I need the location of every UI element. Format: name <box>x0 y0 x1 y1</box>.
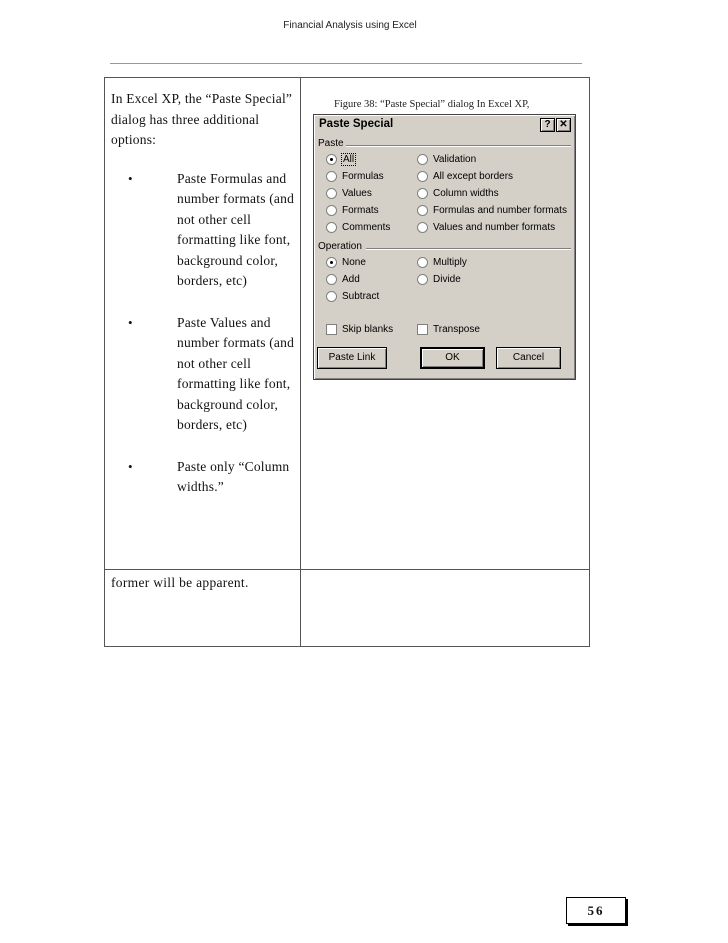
paste-formulas-number-formats-radio[interactable] <box>417 205 567 216</box>
intro-paragraph: In Excel XP, the “Paste Special” dialog has three additional options: <box>111 91 293 147</box>
radio-icon <box>326 205 337 216</box>
operation-none-label: None <box>342 257 366 268</box>
paste-comments-label: Comments <box>342 222 391 233</box>
operation-subtract-label: Subtract <box>342 291 380 302</box>
dialog-title: Paste Special <box>319 118 394 130</box>
paste-formats-label: Formats <box>342 205 379 216</box>
radio-icon <box>417 188 428 199</box>
radio-icon <box>417 222 428 233</box>
paste-validation-label: Validation <box>433 154 477 165</box>
operation-group-divider <box>366 248 571 250</box>
close-button[interactable]: ✕ <box>556 118 571 132</box>
radio-selected-icon <box>326 257 337 268</box>
header-rule <box>110 63 582 64</box>
bullet-text: Paste Formulas and number formats (and not other cell formatting like font, background color, borders, etc) <box>177 170 295 288</box>
radio-icon <box>417 205 428 216</box>
transpose-label: Transpose <box>433 324 480 335</box>
operation-add-radio[interactable] <box>326 274 360 285</box>
transpose-checkbox[interactable] <box>417 324 480 335</box>
bullet-list <box>111 169 297 498</box>
radio-icon <box>326 188 337 199</box>
bottom-left-text: former will be apparent. <box>111 575 249 590</box>
cancel-button[interactable]: Cancel <box>496 347 561 369</box>
figure-caption: Figure 38: “Paste Special” dialog In Excel XP, <box>334 99 530 110</box>
help-button[interactable]: ? <box>540 118 555 132</box>
paste-values-number-formats-radio[interactable] <box>417 222 555 233</box>
paste-comments-radio[interactable] <box>326 222 390 233</box>
page-number: 56 <box>566 897 626 924</box>
paste-validation-radio[interactable] <box>417 154 476 165</box>
paste-group-label: Paste <box>318 138 344 149</box>
list-item <box>111 457 297 498</box>
bullet-text: Paste Values and number formats (and not other cell formatting like font, background color, borders, etc) <box>177 314 295 432</box>
paste-formulas-number-formats-label: Formulas and number formats <box>433 205 567 216</box>
radio-selected-icon <box>326 154 337 165</box>
dialog-titlebar[interactable] <box>316 117 573 133</box>
paste-special-dialog <box>313 114 576 380</box>
content-table <box>104 77 590 647</box>
radio-icon <box>417 171 428 182</box>
paste-formats-radio[interactable] <box>326 205 379 216</box>
checkbox-icon <box>326 324 337 335</box>
operation-multiply-label: Multiply <box>433 257 467 268</box>
radio-icon <box>417 274 428 285</box>
bullet-icon: • <box>128 170 133 186</box>
bullet-icon: • <box>128 458 133 474</box>
skip-blanks-checkbox[interactable] <box>326 324 393 335</box>
skip-blanks-label: Skip blanks <box>342 324 394 335</box>
radio-icon <box>326 291 337 302</box>
paste-values-radio[interactable] <box>326 188 372 199</box>
page-header-title: Financial Analysis using Excel <box>283 20 417 31</box>
list-item <box>111 313 297 436</box>
left-cell-text <box>111 89 297 519</box>
radio-icon <box>326 222 337 233</box>
radio-icon <box>417 257 428 268</box>
paste-link-button[interactable]: Paste Link <box>317 347 387 369</box>
radio-icon <box>326 274 337 285</box>
checkbox-icon <box>417 324 428 335</box>
paste-formulas-label: Formulas <box>342 171 384 182</box>
operation-divide-label: Divide <box>433 274 461 285</box>
operation-multiply-radio[interactable] <box>417 257 467 268</box>
operation-subtract-radio[interactable] <box>326 291 379 302</box>
operation-add-label: Add <box>342 274 360 285</box>
operation-group-label: Operation <box>318 241 362 252</box>
paste-all-except-borders-label: All except borders <box>433 171 514 182</box>
radio-icon <box>417 154 428 165</box>
paste-column-widths-radio[interactable] <box>417 188 499 199</box>
paste-all-label: All <box>343 154 355 165</box>
paste-values-label: Values <box>342 188 372 199</box>
operation-divide-radio[interactable] <box>417 274 461 285</box>
list-item <box>111 169 297 292</box>
operation-none-radio[interactable] <box>326 257 366 268</box>
radio-icon <box>326 171 337 182</box>
bullet-text: Paste only “Column widths.” <box>177 458 290 494</box>
paste-group-divider <box>346 145 571 147</box>
paste-all-radio[interactable] <box>326 154 355 165</box>
paste-column-widths-label: Column widths <box>433 188 499 199</box>
column-divider <box>300 78 301 646</box>
bullet-icon: • <box>128 314 133 330</box>
ok-button[interactable]: OK <box>420 347 485 369</box>
paste-formulas-radio[interactable] <box>326 171 384 182</box>
paste-values-number-formats-label: Values and number formats <box>433 222 556 233</box>
paste-all-except-borders-radio[interactable] <box>417 171 513 182</box>
row-divider <box>105 569 589 570</box>
